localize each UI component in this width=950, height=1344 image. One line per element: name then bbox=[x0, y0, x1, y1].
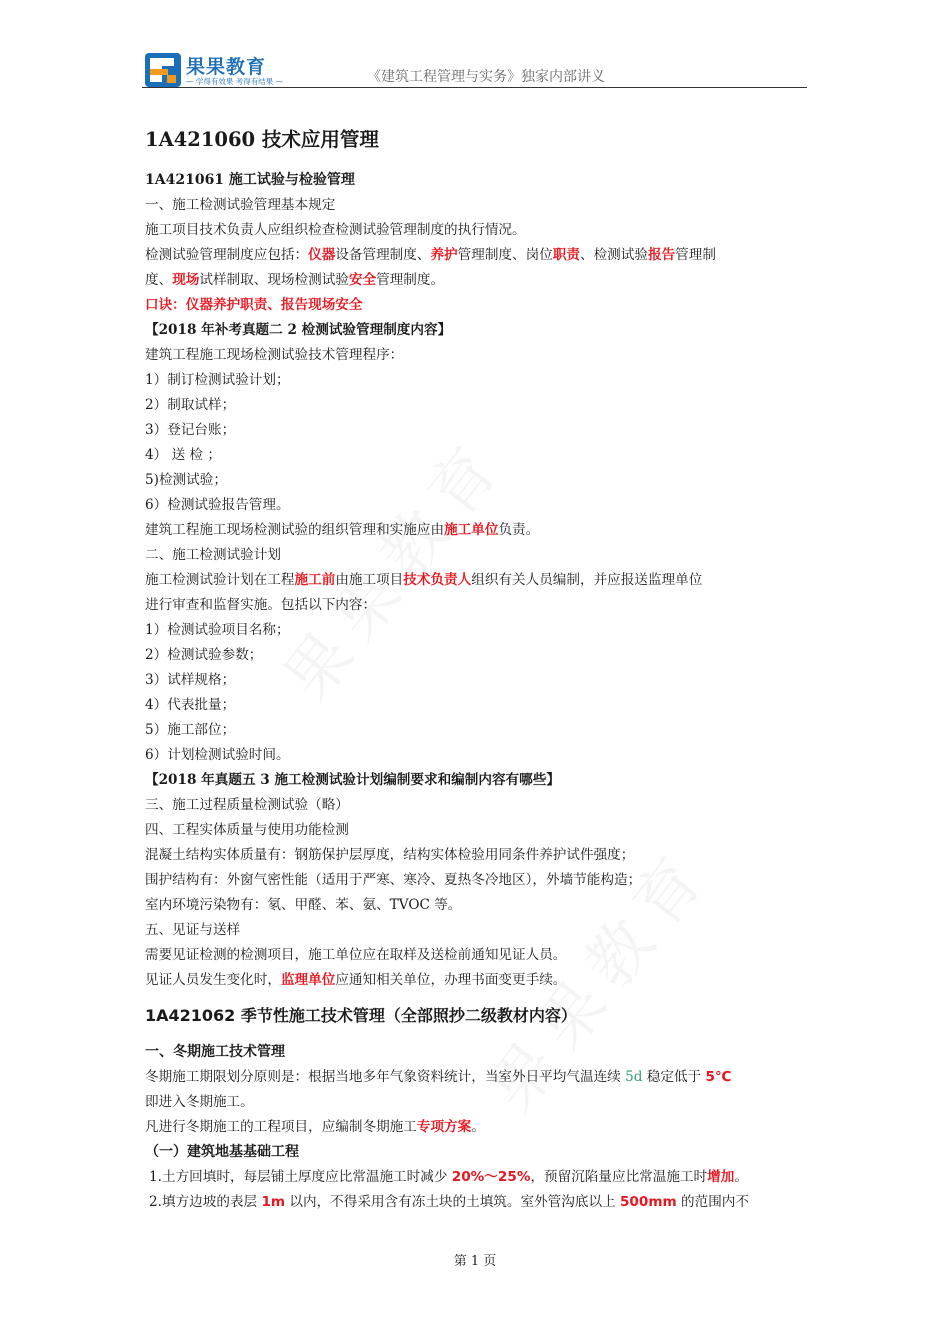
page-number: 第 1 页 bbox=[453, 1254, 497, 1269]
part-title: 三、施工过程质量检测试验（略） bbox=[145, 797, 349, 813]
part-title: 一、冬期施工技术管理 bbox=[145, 1044, 285, 1060]
part-title: 四、工程实体质量与使用功能检测 bbox=[145, 822, 349, 838]
paragraph: 冬期施工期限划分原则是：根据当地多年气象资料统计，当室外日平均气温连续 5d 稳定低于 5℃ bbox=[145, 1069, 732, 1085]
part-title: 五、见证与送样 bbox=[145, 922, 241, 938]
exam-reference: 【2018 年补考真题二 2 检测试验管理制度内容】 bbox=[145, 322, 452, 338]
paragraph: 见证人员发生变化时，监理单位应通知相关单位，办理书面变更手续。 bbox=[145, 972, 567, 988]
list-item: 4）代表批量； bbox=[145, 697, 236, 713]
list-item: 2）检测试验参数； bbox=[145, 647, 263, 663]
logo-slogan: — 学得有效果 考得有结果 — bbox=[186, 77, 284, 86]
logo-icon bbox=[145, 53, 181, 87]
paragraph: 建筑工程施工现场检测试验的组织管理和实施应由施工单位负责。 bbox=[145, 522, 540, 538]
paragraph: 度、现场试样制取、现场检测试验安全管理制度。 bbox=[145, 272, 445, 288]
list-item: 6）计划检测试验时间。 bbox=[145, 747, 290, 763]
list-item: 1）制订检测试验计划； bbox=[145, 372, 290, 388]
list-item: 2）制取试样； bbox=[145, 397, 236, 413]
paragraph: 建筑工程施工现场检测试验技术管理程序： bbox=[145, 347, 404, 363]
paragraph: 施工项目技术负责人应组织检查检测试验管理制度的执行情况。 bbox=[145, 222, 526, 238]
part-title: 一、施工检测试验管理基本规定 bbox=[145, 197, 336, 213]
paragraph: 凡进行冬期施工的工程项目，应编制冬期施工专项方案。 bbox=[145, 1119, 485, 1135]
page-header bbox=[142, 50, 807, 90]
mnemonic: 口诀：仪器养护职责、报告现场安全 bbox=[145, 297, 363, 313]
paragraph: 需要见证检测的检测项目，施工单位应在取样及送检前通知见证人员。 bbox=[145, 947, 567, 963]
part-title: 二、施工检测试验计划 bbox=[145, 547, 281, 563]
header-divider bbox=[142, 87, 807, 88]
list-item: 4） 送 检 ； bbox=[145, 447, 221, 463]
list-item: 1）检测试验项目名称； bbox=[145, 622, 290, 638]
list-item: 1.土方回填时，每层铺土厚度应比常温施工时减少 20%～25%，预留沉陷量应比常温施工时增加。 bbox=[149, 1169, 748, 1185]
part-title: （一）建筑地基基础工程 bbox=[145, 1144, 299, 1160]
paragraph: 施工检测试验计划在工程施工前由施工项目技术负责人组织有关人员编制，并应报送监理单位 bbox=[145, 572, 703, 588]
list-item: 2.填方边坡的表层 1m 以内，不得采用含有冻土块的土填筑。室外管沟底以上 500mm 的范围内不 bbox=[149, 1194, 749, 1210]
list-item: 6）检测试验报告管理。 bbox=[145, 497, 290, 513]
paragraph: 室内环境污染物有：氡、甲醛、苯、氨、TVOC 等。 bbox=[145, 897, 462, 913]
document-body bbox=[145, 126, 810, 1215]
subsection-title: 1A421062 季节性施工技术管理（全部照抄二级教材内容） bbox=[145, 1006, 577, 1025]
list-item: 3）登记台账； bbox=[145, 422, 236, 438]
list-item: 5）施工部位； bbox=[145, 722, 236, 738]
list-item: 5)检测试验； bbox=[145, 472, 227, 488]
paragraph: 混凝土结构实体质量有：钢筋保护层厚度，结构实体检验用同条件养护试件强度； bbox=[145, 847, 635, 863]
exam-reference: 【2018 年真题五 3 施工检测试验计划编制要求和编制内容有哪些】 bbox=[145, 772, 560, 788]
paragraph: 检测试验管理制度应包括：仪器设备管理制度、养护管理制度、岗位职责、检测试验报告管理制 bbox=[145, 247, 716, 263]
paragraph: 进行审查和监督实施。包括以下内容： bbox=[145, 597, 377, 613]
list-item: 3）试样规格； bbox=[145, 672, 236, 688]
logo-name: 果果教育 bbox=[186, 56, 267, 78]
document-title: 《建筑工程管理与实务》独家内部讲义 bbox=[367, 69, 605, 85]
paragraph: 围护结构有：外窗气密性能（适用于严寒、寒冷、夏热冬冷地区），外墙节能构造； bbox=[145, 872, 642, 888]
subsection-title: 1A421061 施工试验与检验管理 bbox=[145, 172, 355, 188]
paragraph: 即进入冬期施工。 bbox=[145, 1094, 254, 1110]
section-title: 1A421060 技术应用管理 bbox=[145, 128, 379, 151]
